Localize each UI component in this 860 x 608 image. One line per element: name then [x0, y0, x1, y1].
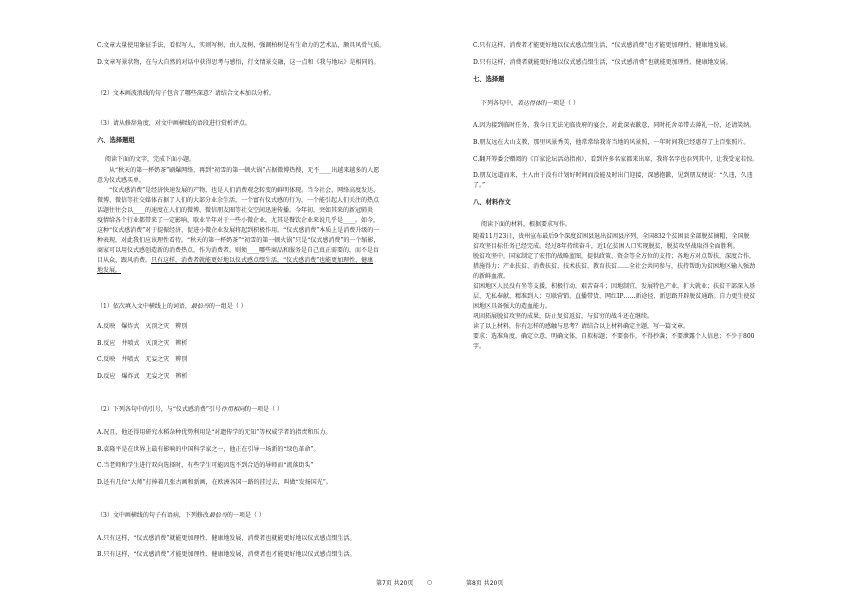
- material-line: 巩固拓展脱贫攻坚的成果，防止复贫返贫，与贫穷的战斗还在继续。: [473, 313, 654, 320]
- q-emphasis: 作用相同: [220, 406, 245, 413]
- option-c: C.当老师和学生进行双向选择时，有些学生可能因选不到合适的导师而“流落街头”: [97, 462, 314, 469]
- option-b: B.朋友远在大山支教，那里风景秀美，他常常给我寄当地的风景照，一年时间我已经惠存了上百张照片。: [473, 139, 750, 146]
- option-a: A.况且，他还得用研究水稻杂种优势利用是“对遗传学的无知”等权威学者的指责和压力。: [97, 429, 332, 436]
- passage-line: 微博、微信等社交媒体占据了人们的大部分业余生活，一个富有仪式感的行为，一个能引起人们关注的热点: [97, 197, 380, 204]
- option-c: C.文章大量使用象征手法，看似写人，实则写树，由人及树，强调柏树是有生命力的艺术品，颇具风骨气质。: [97, 42, 386, 49]
- passage-line: “仪式感消费”是经济快速发展的产物，也是人们消费观念转变的鲜明体现。当今社会，网络高度发达，: [109, 187, 380, 194]
- passage-text: 目从众、跟风消费。: [97, 257, 152, 264]
- q-text: 的一组是（ ）: [208, 303, 247, 310]
- option-c: C.翻开筹委会赠阅的《百家论坛活动指南》，看到许多名家都来出席，我将名字也忝列其中，让我受宠若惊。: [473, 156, 759, 163]
- question-3: （3）请从修辞角度，对文中画横线的语段进行赏析评点。: [97, 120, 251, 127]
- passage-line: 疫情给各个行业都带来了一定影响，歇业半年对于一些小微企业，尤其是餐饮企业来说几乎是____。如今，: [97, 217, 380, 224]
- option-b: B.只有这样，“仪式感消费”才能更加理性、健康地发展，消费者也才能更好地以仪式感点缀生活。: [97, 551, 356, 558]
- question-6-3: [97, 511, 265, 521]
- page-number-right: 第8页 共20页: [466, 580, 504, 587]
- writing-intro: 阅读下面的材料，根据要求写作。: [481, 221, 572, 228]
- underlined-sentence-end: 地发展。: [97, 267, 122, 274]
- passage-line: 意为仪式感买单。: [97, 177, 146, 184]
- q-emphasis: 表达得体: [517, 100, 542, 107]
- q-emphasis: 最恰当: [208, 512, 227, 519]
- option-d-cont: 了。”: [473, 182, 486, 189]
- material-line: 的新鲜血液。: [473, 273, 510, 280]
- section-heading-7: 七、选择题: [473, 76, 505, 83]
- material-line: 贫困地区人民没有坐等支援，积极行动，艰苦奋斗；因地制宜，发展特色产业，扩大就业；扶贫干部深入基: [473, 283, 756, 290]
- passage-line: 商家可以用仪式感创造新的消费热点，作为消费者，则须____哪些商品和服务是自己真正需要的，而不是盲: [97, 247, 380, 254]
- option-b: B.反应 井喷式 灭顶之灾 辨析: [97, 340, 188, 347]
- option-d: D.文章写景状物，在与大自然的对话中获得思考与感悟，行文情景交融，这一点和《我与地坛》是相同的。: [97, 59, 380, 66]
- option-c: C.只有这样，消费者才能更好地以仪式感点缀生活，“仪式感消费”也才能更加理性、健康地发展。: [473, 42, 732, 49]
- material-line: 脱贫攻坚中，国家制定了宏伟的战略蓝图，提供政策、资金等全方位的支持；各地方对点帮扶，深度合作，: [473, 253, 756, 260]
- binding-hole-icon: ○: [427, 579, 433, 586]
- option-b: B.袁隆平是在世界上最有影响的中国科学家之一，他正在引导一场新的“绿色革命”。: [97, 446, 320, 453]
- passage-line: 这种“仪式感消费”对于提振经济、促进小微企业发展将起到积极作用。“仪式感消费”本质上是消费升级的一: [97, 227, 380, 234]
- q-text: 的一项是（ ）: [541, 100, 579, 107]
- option-c: C.反映 井喷式 无妄之灾 辨别: [97, 356, 188, 363]
- q-text: （1）依次填入文中横线上的词语，: [97, 303, 191, 310]
- question-2: （2）文本画波浪线的句子包含了哪些深意？请结合文本加以分析。: [97, 90, 275, 97]
- passage-line: 话题往往会以____的速度在人们的微博、微信朋友圈等社交空间迅速传播。今年初，突如其来的新冠肺炎: [97, 207, 374, 214]
- option-a: A.反映 爆炸式 灭顶之灾 辨别: [97, 323, 188, 330]
- passage-line: [97, 256, 459, 266]
- q-emphasis: 最恰当: [190, 303, 209, 310]
- question-6-1: [97, 302, 247, 312]
- passage: [97, 166, 459, 276]
- passage-line: 从“秋天的第一杯奶茶”刷爆网络，再到“初雪的第一顿火锅”占据微博热搜，无不____出越来越多的人愿: [109, 167, 380, 174]
- q-text: （2）下列各句中的引号，与“仪式感消费”引号: [97, 406, 221, 413]
- q-text: 的一项是（ ）: [226, 512, 265, 519]
- question-7: [481, 99, 579, 109]
- material-line: 贫攻坚目标任务已经完成。经过8年持续奋斗，近1亿贫困人口实现脱贫，脱贫攻坚战取得全面胜利。: [473, 243, 739, 250]
- material-line: 字。: [473, 343, 486, 350]
- section-heading-8: 八、材料作文: [473, 199, 511, 206]
- option-a: A.因为接到临时任务，我今日无法光临贵府的宴会，对此深表歉意，同时托舍弟带去薄礼一份，还请笑纳。: [473, 122, 756, 129]
- option-d: D.朋友远道而来，主人由于没有计划好时间而没能及时出门迎接，深感抱歉，见到朋友便说：“久违，久违: [473, 172, 753, 179]
- underlined-sentence: 只有这样，消费者就能更好地以仪式感点缀生活，“仪式感消费”也能更加理性、健康: [151, 257, 374, 264]
- option-d: D.反应 爆炸式 无妄之灾 辨析: [97, 373, 188, 380]
- option-d: D.还有几位“大师”打捧着几张古画和新画，在欧洲各国一路的挂过去，叫做“发扬国光”。: [97, 479, 332, 486]
- q-text: （3）文中画横线的句子有语病，下列修改: [97, 512, 209, 519]
- option-d: D.只有这样，消费者就能更好地以仪式感点缀生活，“仪式感消费”也就能更加理性、健康地发展。: [473, 59, 732, 66]
- q-text: 的一项是（ ）: [244, 406, 283, 413]
- page-number-left: 第7页 共20页: [376, 580, 414, 587]
- reading-intro: 阅读下面的文字，完成下面小题。: [105, 156, 196, 163]
- passage-line: 种表现，对此我们应该理性看待。“秋天的第一杯奶茶”“初雪的第一顿火锅”只是“仪式感消费”的一个缩影，: [97, 237, 380, 244]
- material-passage: [473, 232, 835, 352]
- material-line: 读了以上材料，你有怎样的感触与思考？请结合以上材料确定主题，写一篇文章。: [473, 323, 690, 330]
- option-a: A.只有这样，“仪式感消费”就能更加理性、健康地发展，消费者也就能更好地以仪式感点缀生活。: [97, 535, 356, 542]
- material-line: 措施得力；产业扶贫、消费扶贫、技术扶贫、教育扶贫……全社会共同参与，扶持帮助为贫困地区输入强劲: [473, 263, 756, 270]
- material-line: 层、无私奉献，精准到人；互联营销、直播带货、网红IP……新途径、新思路开辟脱贫通路。自力更生使贫: [473, 293, 756, 300]
- q-text: 下列各句中，: [481, 100, 518, 107]
- material-line: 随着11月23日，贵州宣布最后9个深度贫困县退出贫困县序列，全国832个贫困县全部脱贫摘帽，全国脱: [473, 233, 750, 240]
- question-6-2: [97, 405, 283, 415]
- section-heading-6: 六、选择题组: [97, 137, 135, 144]
- material-line: 困地区具备强大的造血能力。: [473, 303, 552, 310]
- material-line: 要求：选准角度，确定立意，明确文体，自拟标题；不要套作，不得抄袭；不要泄露个人信息；不少于800: [473, 333, 755, 340]
